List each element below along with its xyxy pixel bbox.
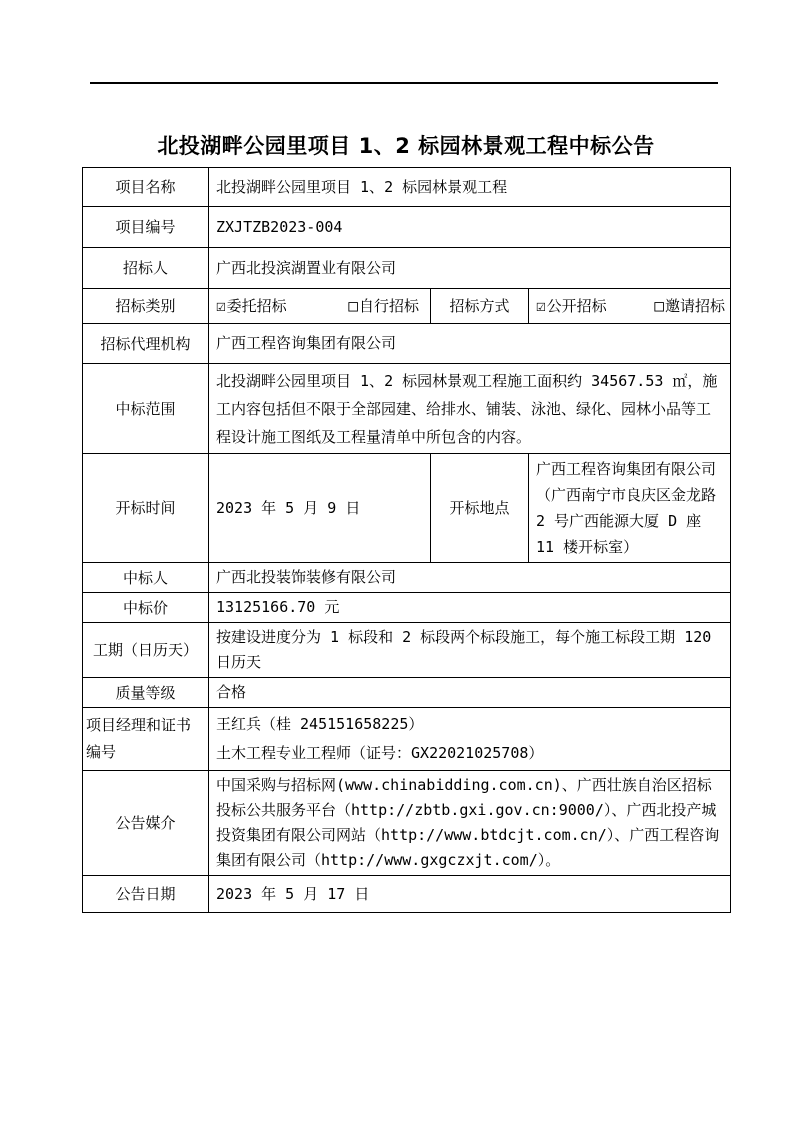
row-announcement-date: [83, 876, 731, 913]
tender-method-label: 招标方式: [431, 289, 529, 324]
scope-label: 中标范围: [83, 364, 209, 454]
winning-price-label: 中标价: [83, 593, 209, 623]
project-manager-name: 王红兵（桂 245151658225）: [216, 715, 424, 733]
option-label: 邀请招标: [664, 297, 725, 315]
announcement-date-label: 公告日期: [83, 876, 209, 913]
row-bid-opening: [83, 454, 731, 563]
scope-value: 北投湖畔公园里项目 1、2 标园林景观工程施工面积约 34567.53 ㎡，施工内容包括但不限于全部园建、给排水、铺装、泳池、绿化、园林小品等工程设计施工图纸及工程量清单中所包含的内容。: [209, 364, 731, 454]
tender-method-options: [529, 289, 731, 324]
announcement-table: [82, 167, 731, 913]
header-divider-line: [90, 82, 718, 84]
option-invited-tender: [654, 293, 725, 319]
bid-opening-place-label: 开标地点: [431, 454, 529, 563]
row-announcement-media: [83, 771, 731, 876]
announcement-date-value: 2023 年 5 月 17 日: [209, 876, 731, 913]
row-tenderer: [83, 248, 731, 289]
unchecked-checkbox-icon: □: [348, 296, 358, 315]
row-agency: [83, 324, 731, 364]
option-self-tender: [348, 293, 419, 319]
unchecked-checkbox-icon: □: [654, 296, 664, 315]
quality-grade-value: 合格: [209, 678, 731, 708]
tenderer-value: 广西北投滨湖置业有限公司: [209, 248, 731, 289]
document-title: 北投湖畔公园里项目 1、2 标园林景观工程中标公告: [157, 134, 655, 158]
row-winner: [83, 563, 731, 593]
announcement-media-value: 中国采购与招标网(www.chinabidding.com.cn)、广西壮族自治区招标投标公共服务平台（http://zbtb.gxi.gov.cn:9000/）、广西北投产城投资集团有限公司网站（http://www.btdcjt.com.cn/）、广西工程咨询集团有限公司（http://www.gxgczxjt.com/）。: [209, 771, 731, 876]
duration-value: 按建设进度分为 1 标段和 2 标段两个标段施工，每个施工标段工期 120 日历天: [209, 623, 731, 678]
bid-opening-place-value: 广西工程咨询集团有限公司（广西南宁市良庆区金龙路 2 号广西能源大厦 D 座 11 楼开标室）: [529, 454, 731, 563]
row-project-number: [83, 207, 731, 248]
project-name-label: 项目名称: [83, 168, 209, 207]
agency-label: 招标代理机构: [83, 324, 209, 364]
option-label: 委托招标: [226, 297, 287, 315]
project-manager-label: 项目经理和证书编号: [83, 708, 209, 771]
project-name-value: 北投湖畔公园里项目 1、2 标园林景观工程: [209, 168, 731, 207]
checked-checkbox-icon: ☑: [536, 296, 546, 315]
row-project-name: [83, 168, 731, 207]
option-open-tender: [536, 293, 607, 319]
announcement-media-label: 公告媒介: [83, 771, 209, 876]
winner-label: 中标人: [83, 563, 209, 593]
duration-label: 工期（日历天）: [83, 623, 209, 678]
project-number-label: 项目编号: [83, 207, 209, 248]
bid-opening-time-value: 2023 年 5 月 9 日: [209, 454, 431, 563]
tender-category-label: 招标类别: [83, 289, 209, 324]
winning-price-value: 13125166.70 元: [209, 593, 731, 623]
winner-value: 广西北投装饰装修有限公司: [209, 563, 731, 593]
project-number-value: ZXJTZB2023-004: [209, 207, 731, 248]
row-quality-grade: [83, 678, 731, 708]
row-tender-category: [83, 289, 731, 324]
row-project-manager: [83, 708, 731, 771]
option-label: 自行招标: [358, 297, 419, 315]
bid-opening-time-label: 开标时间: [83, 454, 209, 563]
agency-value: 广西工程咨询集团有限公司: [209, 324, 731, 364]
row-duration: [83, 623, 731, 678]
checked-checkbox-icon: ☑: [216, 296, 226, 315]
tenderer-label: 招标人: [83, 248, 209, 289]
option-label: 公开招标: [546, 297, 607, 315]
project-manager-value: [209, 708, 731, 771]
quality-grade-label: 质量等级: [83, 678, 209, 708]
row-winning-price: [83, 593, 731, 623]
option-delegated-tender: [216, 293, 287, 319]
row-scope: [83, 364, 731, 454]
project-manager-cert: 土木工程专业工程师（证号：GX22021025708）: [216, 744, 544, 762]
tender-category-options: [209, 289, 431, 324]
